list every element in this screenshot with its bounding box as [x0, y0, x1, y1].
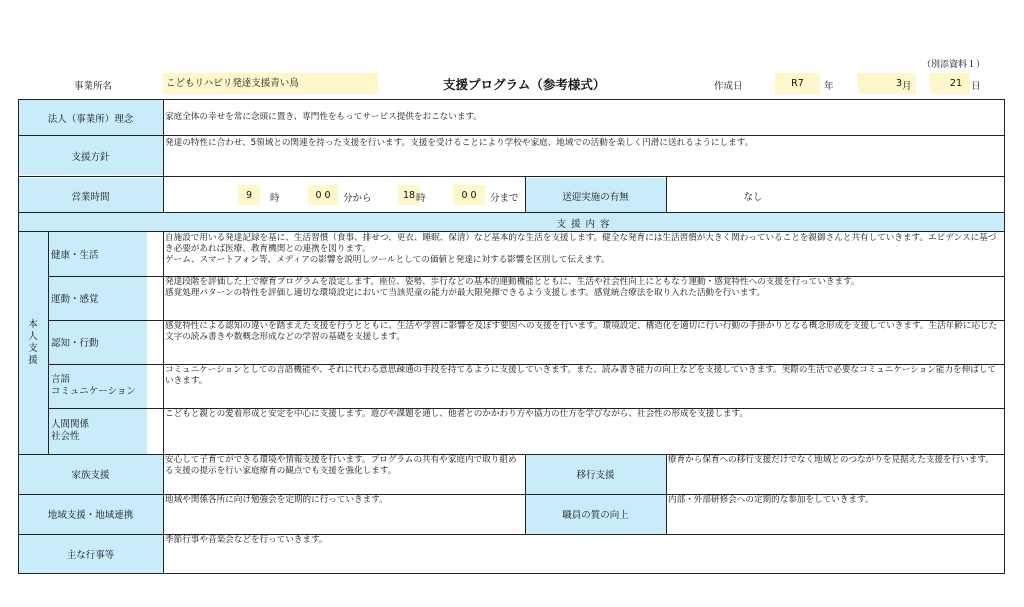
- support-label-cognition: 認知・行動: [51, 338, 99, 349]
- hours-label: 営業時間: [71, 191, 110, 203]
- year-unit: 年: [824, 81, 834, 92]
- policy-text[interactable]: 発達の特性に合わせ、5領域との関連を持った支援を行います。支援を受けることにより学校や家庭、地域での活動を楽しく円滑に送れるようにします。: [165, 138, 754, 148]
- transition-text[interactable]: 療育から保育への移行支援だけでなく地域とのつながりを見据えた支援を行います。: [668, 455, 994, 465]
- support-text-health[interactable]: 自施設で用いる発達記録を基に、生活習慣（食事、排せつ、更衣、睡眠、保清）など基本的な生活を支援します。健全な発育には生活習慣が大きく関わっていることを親御さんと共有していきます。エビデンスに基づき必要があれば医療、教育機関との連携を図ります。 ゲーム、スマートフォン等、メディアの影響を説明しツールとしての価値と発達に対する影響を区別して伝えます。: [165, 233, 997, 265]
- support-text-social[interactable]: こどもと親との愛着形成と安定を中心に支援します。遊びや課題を通し、他者とのかかわり方や協力の仕方を学びながら、社会性の形成を支援します。: [165, 409, 749, 419]
- support-content-header: 支 援 内 容: [556, 218, 611, 230]
- start-hour-field[interactable]: 9: [238, 185, 260, 205]
- annex-label: （別添資料１）: [922, 60, 986, 70]
- support-label-health: 健康・生活: [51, 250, 99, 261]
- personal-support-label: 本 人 支 援: [28, 319, 38, 366]
- start-minute-field[interactable]: 0 0: [308, 185, 338, 205]
- support-text-language[interactable]: コミュニケーションとしての言語機能や、それに代わる意思疎通の手段を持てるように支援していきます。また、読み書き能力の向上などを支援していきます。実際の生活で必要なコミュニケーション能力を伸ばしていきます。: [165, 365, 997, 386]
- staff-text[interactable]: 内部・外部研修会への定期的な参加をしていきます。: [668, 495, 874, 505]
- date-label: 作成日: [714, 81, 743, 92]
- transport-value[interactable]: なし: [743, 191, 763, 203]
- policy-label: 支援方針: [71, 152, 110, 163]
- community-label: 地域支援・地域連携: [47, 510, 134, 521]
- office-label: 事業所名: [74, 81, 113, 92]
- family-label: 家族支援: [71, 470, 110, 481]
- day-unit: 日: [971, 81, 981, 92]
- philosophy-label: 法人（事業所）理念: [47, 113, 134, 125]
- support-label-social: 人間関係 社会性: [51, 419, 90, 442]
- page-title: 支援プログラム（参考様式）: [443, 77, 606, 92]
- end-minute-field[interactable]: 0 0: [453, 185, 485, 205]
- end-hour-field[interactable]: 18: [398, 185, 420, 205]
- month-unit: 月: [902, 81, 912, 92]
- events-label: 主な行事等: [66, 549, 115, 561]
- era-year-field[interactable]: R7: [775, 73, 820, 94]
- events-text[interactable]: 季節行事や音楽会などを行っていきます。: [165, 535, 328, 545]
- transition-label: 移行支援: [576, 470, 615, 481]
- month-field[interactable]: 3: [858, 73, 916, 94]
- day-field[interactable]: 21: [930, 73, 970, 94]
- hour-unit-1: 時: [270, 193, 280, 204]
- philosophy-text[interactable]: 家庭全体の幸せを常に念頭に置き、専門性をもってサービス提供をおこないます。: [165, 112, 482, 122]
- support-label-motor: 運動・感覚: [51, 294, 99, 305]
- community-text[interactable]: 地域や関係各所に向け勉強会を定期的に行っていきます。: [165, 495, 388, 505]
- office-name-field[interactable]: こどもリハビリ発達支援青い鳥: [163, 73, 378, 94]
- support-text-motor[interactable]: 発達段階を評価した上で療育プログラムを設定します。座位、姿勢、歩行などの基本的運動機能とともに、生活や社会性向上にともなう運動・感覚特性への支援を行っていきます。 感覚処理パターンの特性を評価し適切な環境設定において当該児童の能力が最大限発揮できるよう支援します。感覚統合療法を取り入れた活動を行います。: [165, 277, 860, 298]
- support-label-language: 言語 コミュニケーション: [51, 374, 136, 397]
- hour-unit-2: 時: [416, 193, 426, 204]
- staff-label: 職員の質の向上: [562, 510, 629, 521]
- until-label: 分まで: [490, 193, 519, 204]
- support-text-cognition[interactable]: 感覚特性による認知の違いを踏まえた支援を行うとともに、生活や学習に影響を及ぼす要因への支援を行います。環境設定、構造化を適切に行い行動の手掛かりとなる概念形成を支援していきます。生活年齢に応じた文字の読み書きや数概念形成などの学習の基礎を支援します。: [165, 321, 998, 342]
- family-text[interactable]: 安心して子育てができる環境や情報支援を行います。プログラムの共有や家庭内で取り組める支援の提示を行い家庭療育の観点でも支援を強化します。: [165, 455, 517, 476]
- from-label: 分から: [343, 193, 372, 204]
- transport-label: 送迎実施の有無: [562, 191, 629, 203]
